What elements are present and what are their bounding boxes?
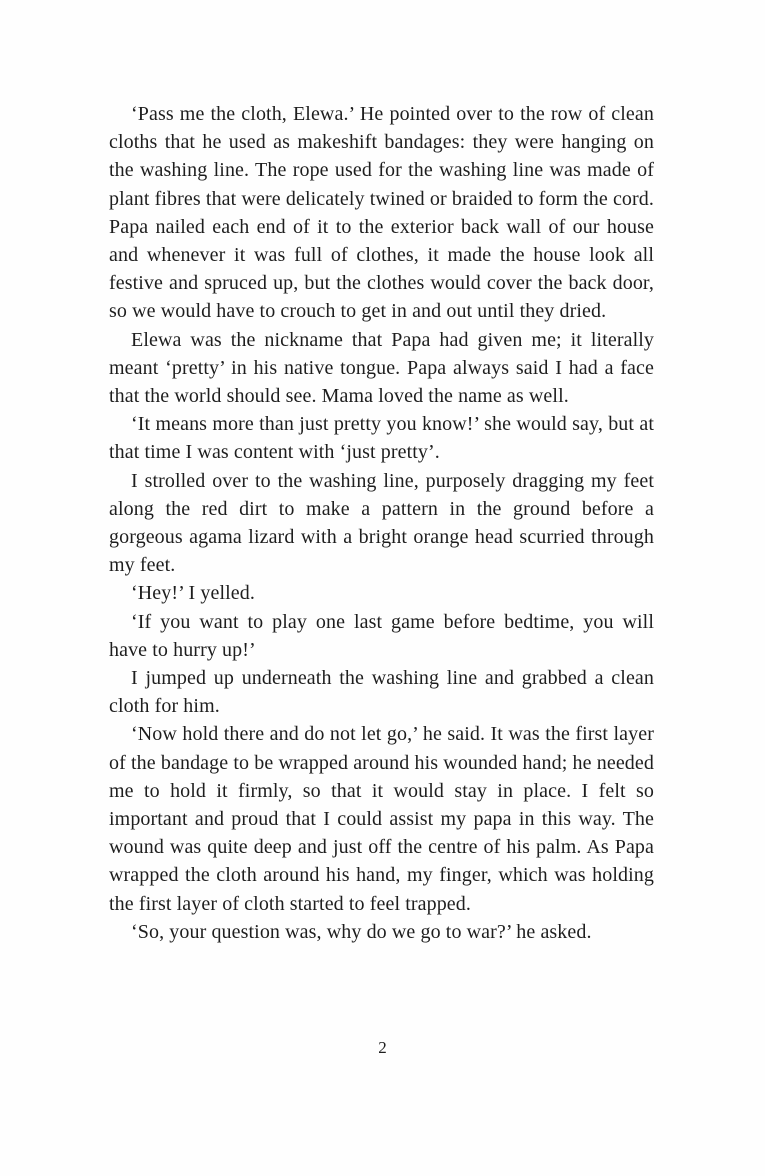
page-text	[109, 100, 654, 946]
paragraph: ‘It means more than just pretty you know!’ she would say, but at that time I was content with ‘just pretty’.	[109, 413, 654, 464]
paragraph: ‘If you want to play one last game before bedtime, you will have to hurry up!’	[109, 610, 654, 661]
paragraph: ‘Pass me the cloth, Elewa.’ He pointed over to the row of clean cloths that he used as makeshift bandages: they were hanging on the washing line. The rope used for the washing line was made of plant fibres that were delicately twined or braided to form the cord. Papa nailed each end of it to the exterior back wall of our house and whenever it was full of clothes, it made the house look all festive and spruced up, but the clothes would cover the back door, so we would have to crouch to get in and out until they dried.	[109, 103, 654, 323]
paragraph: Elewa was the nickname that Papa had given me; it literally meant ‘pretty’ in his native tongue. Papa always said I had a face that the world should see. Mama loved the name as well.	[109, 328, 654, 408]
paragraph: ‘Hey!’ I yelled.	[131, 582, 255, 605]
paragraph: I jumped up underneath the washing line and grabbed a clean cloth for him.	[109, 667, 654, 718]
paragraph: ‘So, your question was, why do we go to war?’ he asked.	[131, 920, 592, 943]
paragraph: ‘Now hold there and do not let go,’ he said. It was the first layer of the bandage to be wrapped around his wounded hand; he needed me to hold it firmly, so that it would stay in place. I felt so important and proud that I could assist my papa in this way. The wound was quite deep and just off the centre of his palm. As Papa wrapped the cloth around his hand, my finger, which was holding the first layer of cloth started to feel trapped.	[109, 723, 654, 915]
page-number: 2	[378, 1038, 387, 1057]
paragraph: I strolled over to the washing line, purposely dragging my feet along the red dirt to make a pattern in the ground before a gorgeous agama lizard with a bright orange head scurried through my feet.	[109, 469, 654, 577]
